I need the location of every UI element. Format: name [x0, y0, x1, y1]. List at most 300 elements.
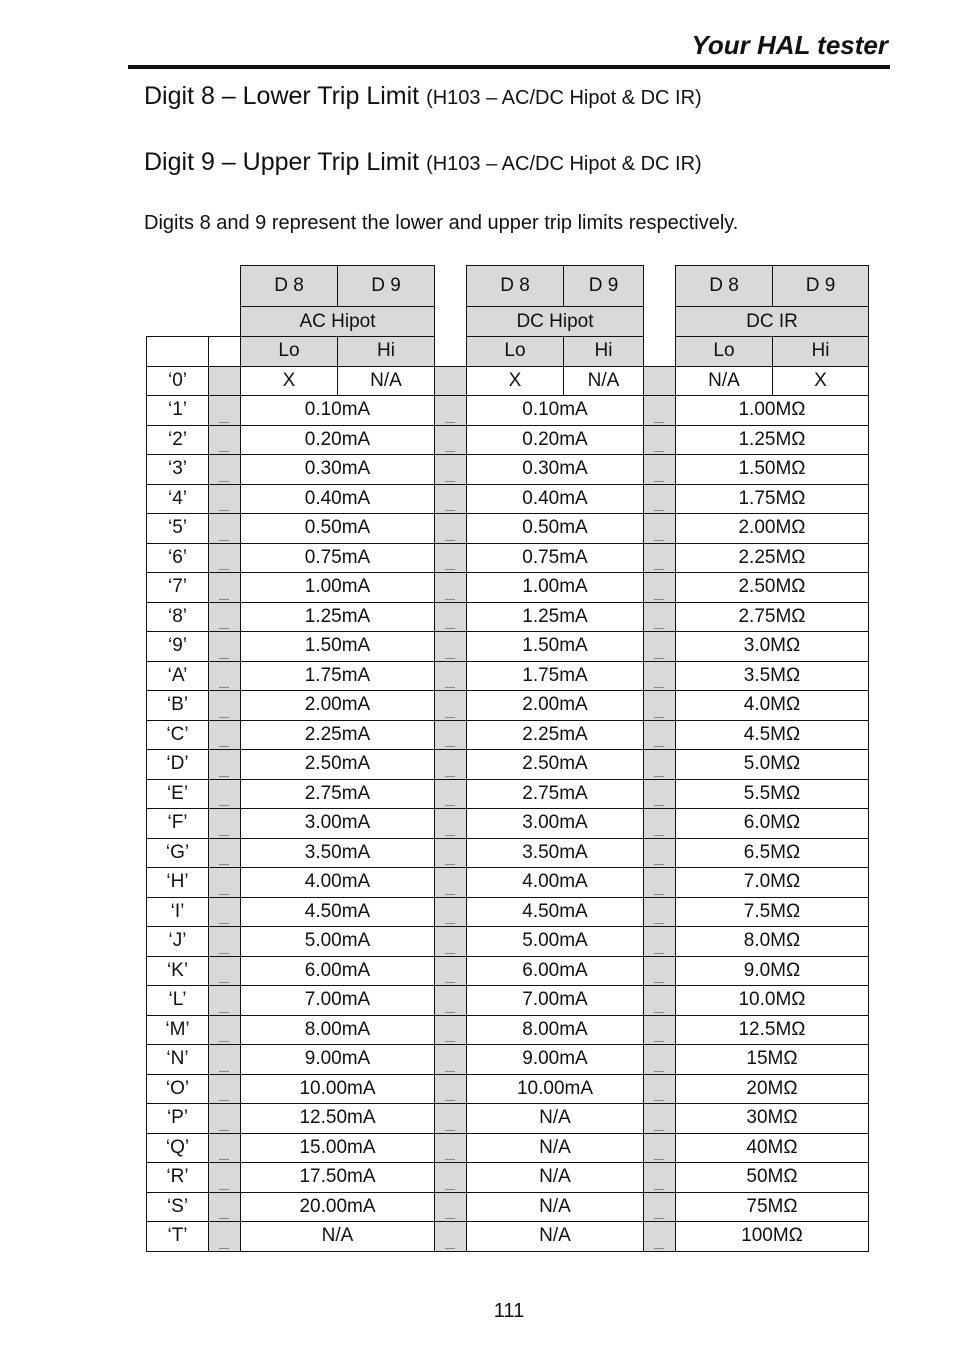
dc-value: 3.00mA — [467, 809, 644, 839]
ir-value: 75MΩ — [676, 1192, 869, 1222]
blank-cell — [209, 337, 241, 367]
row-code: ‘9’ — [147, 632, 209, 662]
gap-mark — [654, 687, 664, 688]
row-code: ‘C’ — [147, 720, 209, 750]
gap-mark — [654, 1159, 664, 1160]
gap-mark — [654, 481, 664, 482]
table-row — [147, 602, 869, 632]
heading-digit-8 — [144, 82, 702, 111]
ir-value: 2.75MΩ — [676, 602, 869, 632]
gap-mark — [219, 1248, 229, 1249]
table-row — [147, 868, 869, 898]
ir-value: 30MΩ — [676, 1104, 869, 1134]
gap-mark — [445, 982, 455, 983]
row-code: ‘4’ — [147, 484, 209, 514]
gap-mark — [654, 1130, 664, 1131]
row-code: ‘F’ — [147, 809, 209, 839]
gap-mark — [219, 481, 229, 482]
ac-lo-value: X — [241, 366, 338, 396]
gap-cell — [644, 956, 676, 986]
col-header-d8: D 8 — [676, 266, 773, 307]
gap-cell — [644, 543, 676, 573]
hi-header: Hi — [564, 337, 644, 367]
dc-value: 3.50mA — [467, 838, 644, 868]
table-row — [147, 1222, 869, 1252]
ac-value: 0.40mA — [241, 484, 435, 514]
gap-cell — [644, 1163, 676, 1193]
lohi-header-row — [147, 337, 869, 367]
gap-mark — [219, 569, 229, 570]
dc-value: 0.75mA — [467, 543, 644, 573]
dc-value: 2.25mA — [467, 720, 644, 750]
ac-value: 2.50mA — [241, 750, 435, 780]
ir-value: 6.5MΩ — [676, 838, 869, 868]
ac-hi-value: N/A — [338, 366, 435, 396]
gap-cell — [435, 514, 467, 544]
gap-mark — [219, 1189, 229, 1190]
gap-mark — [654, 894, 664, 895]
dc-value: 5.00mA — [467, 927, 644, 957]
gap-mark — [654, 1071, 664, 1072]
gap-mark — [445, 687, 455, 688]
table-row — [147, 573, 869, 603]
gap-mark — [445, 1071, 455, 1072]
table-row — [147, 1163, 869, 1193]
gap-cell — [209, 1074, 241, 1104]
gap-cell — [209, 543, 241, 573]
gap-cell — [435, 543, 467, 573]
gap-cell — [644, 1015, 676, 1045]
gap-mark — [219, 1012, 229, 1013]
ac-value: 4.50mA — [241, 897, 435, 927]
blank-cell — [147, 337, 209, 367]
gap-cell — [435, 1133, 467, 1163]
gap-mark — [219, 1041, 229, 1042]
dc-value: 1.00mA — [467, 573, 644, 603]
col-header-d8: D 8 — [467, 266, 564, 307]
gap-mark — [219, 953, 229, 954]
table-row — [147, 514, 869, 544]
gap-cell — [209, 425, 241, 455]
dc-hi-value: N/A — [564, 366, 644, 396]
running-header: Your HAL tester — [691, 30, 888, 60]
dc-value: 0.20mA — [467, 425, 644, 455]
gap-mark — [445, 1159, 455, 1160]
gap-mark — [219, 1159, 229, 1160]
row-code: ‘R’ — [147, 1163, 209, 1193]
ac-value: N/A — [241, 1222, 435, 1252]
gap-cell — [435, 838, 467, 868]
col-header-d9: D 9 — [564, 266, 644, 307]
lo-header: Lo — [467, 337, 564, 367]
gap-mark — [219, 540, 229, 541]
gap-cell — [209, 1163, 241, 1193]
gap-cell — [435, 956, 467, 986]
dc-value: 0.30mA — [467, 455, 644, 485]
gap-mark — [445, 658, 455, 659]
gap-mark — [654, 1218, 664, 1219]
gap-cell — [209, 1222, 241, 1252]
table-row — [147, 396, 869, 426]
ir-value: 40MΩ — [676, 1133, 869, 1163]
table-row — [147, 691, 869, 721]
ir-value: 2.00MΩ — [676, 514, 869, 544]
gap-mark — [445, 1041, 455, 1042]
gap-mark — [219, 451, 229, 452]
table-row — [147, 809, 869, 839]
row-code: ‘5’ — [147, 514, 209, 544]
gap-mark — [654, 835, 664, 836]
gap-cell — [644, 366, 676, 396]
gap-cell — [209, 750, 241, 780]
gap-cell — [209, 720, 241, 750]
dc-value: N/A — [467, 1222, 644, 1252]
dc-lo-value: X — [467, 366, 564, 396]
gap-cell — [209, 661, 241, 691]
gap-mark — [445, 422, 455, 423]
gap-cell — [435, 1015, 467, 1045]
gap-cell — [209, 366, 241, 396]
ac-value: 1.75mA — [241, 661, 435, 691]
gap-mark — [654, 599, 664, 600]
gap-cell — [435, 661, 467, 691]
gap-cell — [435, 425, 467, 455]
ac-value: 5.00mA — [241, 927, 435, 957]
gap-mark — [445, 1218, 455, 1219]
row-code: ‘H’ — [147, 868, 209, 898]
ac-value: 0.30mA — [241, 455, 435, 485]
gap-cell — [644, 514, 676, 544]
gap-mark — [219, 717, 229, 718]
gap-cell — [435, 1163, 467, 1193]
ac-value: 17.50mA — [241, 1163, 435, 1193]
gap-mark — [445, 599, 455, 600]
gap-mark — [445, 805, 455, 806]
gap-cell — [435, 809, 467, 839]
table-row — [147, 484, 869, 514]
table-row — [147, 838, 869, 868]
table-row — [147, 632, 869, 662]
ac-value: 12.50mA — [241, 1104, 435, 1134]
col-header-d9: D 9 — [773, 266, 869, 307]
ac-value: 7.00mA — [241, 986, 435, 1016]
dc-value: 1.75mA — [467, 661, 644, 691]
dc-value: 7.00mA — [467, 986, 644, 1016]
gap-cell — [209, 838, 241, 868]
row-code: ‘I’ — [147, 897, 209, 927]
ac-value: 8.00mA — [241, 1015, 435, 1045]
digit-header-row — [147, 266, 869, 307]
gap-cell — [644, 1222, 676, 1252]
gap-cell — [209, 484, 241, 514]
heading-main: Digit 9 – Upper Trip Limit — [144, 148, 420, 176]
table-row — [147, 366, 869, 396]
ir-value: 3.0MΩ — [676, 632, 869, 662]
gap-mark — [219, 923, 229, 924]
gap-cell — [435, 691, 467, 721]
gap-cell — [209, 956, 241, 986]
gap-mark — [445, 451, 455, 452]
gap-cell — [209, 897, 241, 927]
table-row — [147, 1192, 869, 1222]
gap-cell — [209, 986, 241, 1016]
ir-value: 10.0MΩ — [676, 986, 869, 1016]
gap-mark — [219, 658, 229, 659]
gap-cell — [644, 602, 676, 632]
gap-cell — [209, 632, 241, 662]
gap-cell — [644, 868, 676, 898]
row-code: ‘P’ — [147, 1104, 209, 1134]
ac-value: 1.50mA — [241, 632, 435, 662]
ir-value: 7.0MΩ — [676, 868, 869, 898]
gap-cell — [644, 455, 676, 485]
gap-cell — [644, 809, 676, 839]
ir-value: 4.0MΩ — [676, 691, 869, 721]
ir-value: 5.5MΩ — [676, 779, 869, 809]
gap-cell — [644, 720, 676, 750]
gap-cell — [435, 1104, 467, 1134]
gap-cell — [644, 632, 676, 662]
gap-cell — [209, 1015, 241, 1045]
header-rule — [128, 65, 890, 69]
ac-value: 2.75mA — [241, 779, 435, 809]
gap-mark — [445, 894, 455, 895]
row-code: ‘O’ — [147, 1074, 209, 1104]
gap-mark — [445, 776, 455, 777]
gap-cell — [644, 838, 676, 868]
ir-value: 12.5MΩ — [676, 1015, 869, 1045]
gap-cell — [209, 868, 241, 898]
gap-mark — [219, 628, 229, 629]
dc-value: 4.50mA — [467, 897, 644, 927]
dc-value: 6.00mA — [467, 956, 644, 986]
gap-cell — [209, 1104, 241, 1134]
ac-value: 3.50mA — [241, 838, 435, 868]
gap-cell — [209, 455, 241, 485]
group-header-ac-hipot: AC Hipot — [241, 307, 435, 337]
gap-cell — [435, 779, 467, 809]
gap-mark — [445, 510, 455, 511]
ac-value: 2.25mA — [241, 720, 435, 750]
gap-mark — [654, 569, 664, 570]
gap-cell — [644, 573, 676, 603]
gap-mark — [445, 1100, 455, 1101]
gap-cell — [644, 986, 676, 1016]
ir-value: 5.0MΩ — [676, 750, 869, 780]
gap-mark — [219, 687, 229, 688]
dc-value: 2.50mA — [467, 750, 644, 780]
gap-cell — [644, 1074, 676, 1104]
row-code: ‘A’ — [147, 661, 209, 691]
dc-value: 2.00mA — [467, 691, 644, 721]
ir-value: 1.25MΩ — [676, 425, 869, 455]
ac-value: 0.10mA — [241, 396, 435, 426]
gap-cell — [435, 1074, 467, 1104]
gap-mark — [219, 1100, 229, 1101]
gap-mark — [219, 805, 229, 806]
gap-mark — [219, 422, 229, 423]
ir-value: 4.5MΩ — [676, 720, 869, 750]
ir-value: 15MΩ — [676, 1045, 869, 1075]
gap-mark — [654, 1248, 664, 1249]
row-code: ‘E’ — [147, 779, 209, 809]
gap-mark — [445, 923, 455, 924]
ir-value: 50MΩ — [676, 1163, 869, 1193]
ir-hi-value: X — [773, 366, 869, 396]
table-row — [147, 1133, 869, 1163]
table-row — [147, 1015, 869, 1045]
ac-value: 0.20mA — [241, 425, 435, 455]
gap-mark — [219, 835, 229, 836]
gap-mark — [654, 776, 664, 777]
gap-mark — [654, 540, 664, 541]
dc-value: 8.00mA — [467, 1015, 644, 1045]
ir-value: 2.50MΩ — [676, 573, 869, 603]
heading-sub: (H103 – AC/DC Hipot & DC IR) — [426, 87, 702, 109]
gap-mark — [219, 982, 229, 983]
hi-header: Hi — [338, 337, 435, 367]
gap-cell — [209, 1192, 241, 1222]
gap-mark — [445, 628, 455, 629]
ir-value: 1.00MΩ — [676, 396, 869, 426]
gap-mark — [654, 953, 664, 954]
gap-cell — [209, 514, 241, 544]
dc-value: 0.50mA — [467, 514, 644, 544]
gap-cell — [435, 1192, 467, 1222]
page-number: 111 — [493, 1300, 525, 1322]
gap-mark — [654, 1189, 664, 1190]
table-row — [147, 543, 869, 573]
dc-value: N/A — [467, 1104, 644, 1134]
ir-value: 8.0MΩ — [676, 927, 869, 957]
ac-value: 15.00mA — [241, 1133, 435, 1163]
row-code: ‘2’ — [147, 425, 209, 455]
ac-value: 20.00mA — [241, 1192, 435, 1222]
ir-lo-value: N/A — [676, 366, 773, 396]
gap-mark — [654, 923, 664, 924]
gap-mark — [445, 1189, 455, 1190]
gap-cell — [644, 750, 676, 780]
gap-mark — [654, 746, 664, 747]
dc-value: 4.00mA — [467, 868, 644, 898]
gap-mark — [654, 1041, 664, 1042]
ac-value: 4.00mA — [241, 868, 435, 898]
ac-value: 10.00mA — [241, 1074, 435, 1104]
gap-mark — [445, 746, 455, 747]
intro-text: Digits 8 and 9 represent the lower and upper trip limits respectively. — [144, 212, 739, 234]
dc-value: 10.00mA — [467, 1074, 644, 1104]
gap-mark — [219, 776, 229, 777]
gap-mark — [445, 1248, 455, 1249]
gap-cell — [644, 396, 676, 426]
table-row — [147, 1074, 869, 1104]
gap-cell — [644, 484, 676, 514]
gap-mark — [219, 746, 229, 747]
gap-cell — [209, 602, 241, 632]
gap-mark — [219, 1130, 229, 1131]
group-header-dc-ir: DC IR — [676, 307, 869, 337]
row-code: ‘7’ — [147, 573, 209, 603]
table-row — [147, 986, 869, 1016]
ac-value: 6.00mA — [241, 956, 435, 986]
gap-mark — [654, 717, 664, 718]
row-code: ‘6’ — [147, 543, 209, 573]
gap-mark — [445, 953, 455, 954]
gap-cell — [435, 484, 467, 514]
heading-sub: (H103 – AC/DC Hipot & DC IR) — [426, 153, 702, 175]
dc-value: N/A — [467, 1163, 644, 1193]
row-code: ‘1’ — [147, 396, 209, 426]
table-row — [147, 1104, 869, 1134]
gap-mark — [219, 1218, 229, 1219]
gap-mark — [219, 599, 229, 600]
dc-value: 0.10mA — [467, 396, 644, 426]
ac-value: 0.50mA — [241, 514, 435, 544]
dc-value: 0.40mA — [467, 484, 644, 514]
gap-mark — [654, 864, 664, 865]
ir-value: 1.50MΩ — [676, 455, 869, 485]
ir-value: 100MΩ — [676, 1222, 869, 1252]
lo-header: Lo — [241, 337, 338, 367]
gap-cell — [209, 1133, 241, 1163]
gap-mark — [654, 1100, 664, 1101]
gap-cell — [644, 1045, 676, 1075]
table-row — [147, 1045, 869, 1075]
gap-mark — [445, 835, 455, 836]
gap-cell — [435, 1045, 467, 1075]
gap-cell — [435, 632, 467, 662]
gap-mark — [654, 982, 664, 983]
row-code: ‘M’ — [147, 1015, 209, 1045]
row-code: ‘L’ — [147, 986, 209, 1016]
table-row — [147, 927, 869, 957]
gap-mark — [654, 510, 664, 511]
ac-value: 1.00mA — [241, 573, 435, 603]
row-code: ‘N’ — [147, 1045, 209, 1075]
gap-cell — [209, 809, 241, 839]
gap-cell — [209, 573, 241, 603]
table-row — [147, 425, 869, 455]
trip-limit-table — [146, 265, 869, 1252]
gap-mark — [654, 805, 664, 806]
dc-value: 2.75mA — [467, 779, 644, 809]
row-code: ‘K’ — [147, 956, 209, 986]
gap-mark — [445, 481, 455, 482]
gap-cell — [644, 779, 676, 809]
ir-value: 7.5MΩ — [676, 897, 869, 927]
table-row — [147, 897, 869, 927]
row-code: ‘Q’ — [147, 1133, 209, 1163]
gap-cell — [644, 1104, 676, 1134]
gap-cell — [435, 868, 467, 898]
gap-cell — [435, 1222, 467, 1252]
ac-value: 1.25mA — [241, 602, 435, 632]
lo-header: Lo — [676, 337, 773, 367]
gap-mark — [654, 628, 664, 629]
row-code: ‘0’ — [147, 366, 209, 396]
gap-mark — [445, 569, 455, 570]
gap-cell — [435, 897, 467, 927]
table-row — [147, 956, 869, 986]
ir-value: 6.0MΩ — [676, 809, 869, 839]
gap-cell — [435, 455, 467, 485]
row-code: ‘B’ — [147, 691, 209, 721]
row-code: ‘8’ — [147, 602, 209, 632]
ac-value: 3.00mA — [241, 809, 435, 839]
gap-cell — [435, 602, 467, 632]
gap-mark — [654, 422, 664, 423]
gap-cell — [209, 779, 241, 809]
